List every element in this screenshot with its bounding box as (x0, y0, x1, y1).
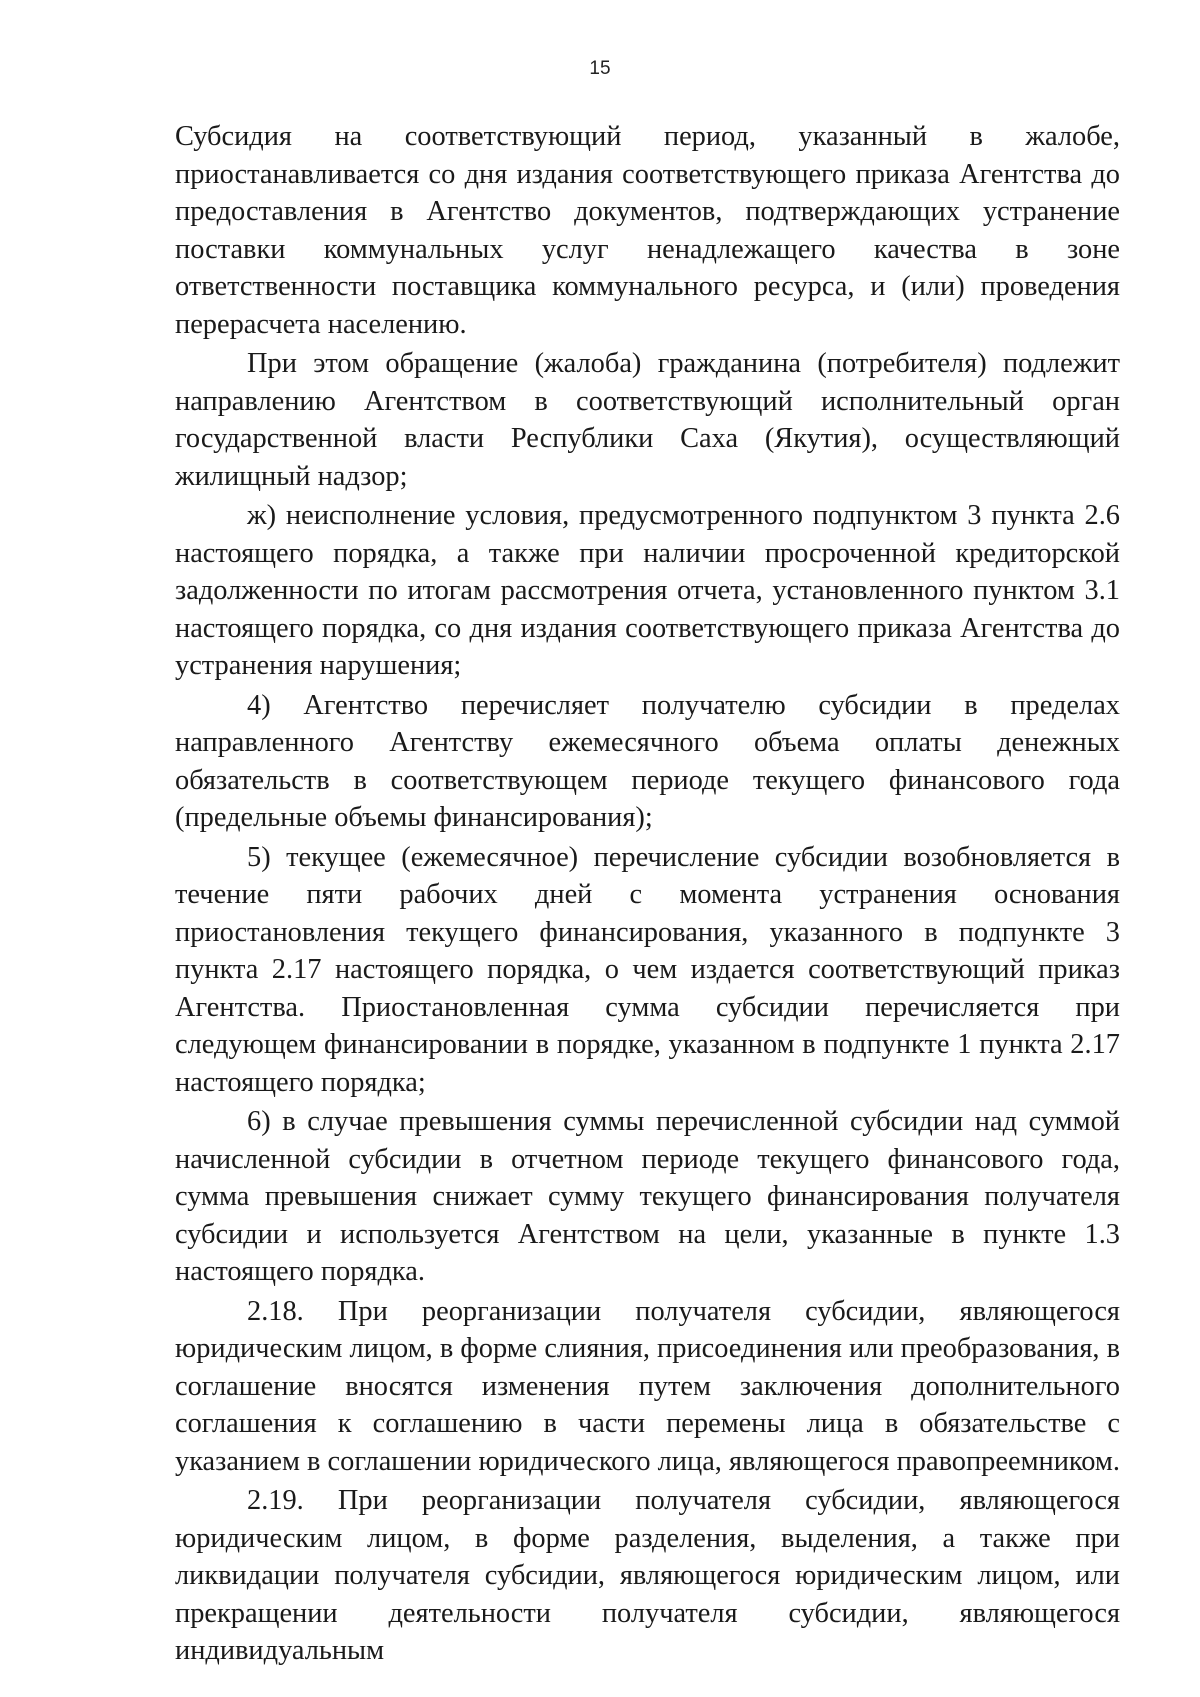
document-body (175, 118, 1120, 1672)
paragraph-item-zh: ж) неисполнение условия, предусмотренного подпунктом 3 пункта 2.6 настоящего порядка, а также при наличии просроченной кредиторской задолженности по итогам рассмотрения отчета, установленного пунктом 3.1 настоящего порядка, со дня издания соответствующего приказа Агентства до устранения нарушения; (175, 500, 1120, 681)
paragraph-section-2-19: 2.19. При реорганизации получателя субсидии, являющегося юридическим лицом, в форме разделения, выделения, а также при ликвидации получателя субсидии, являющегося юридическим лицом, или прекращении деятельности получателя субсидии, являющегося индивидуальным (175, 1485, 1120, 1666)
paragraph-item-4: 4) Агентство перечисляет получателю субсидии в пределах направленного Агентству ежемесячного объема оплаты денежных обязательств в соответствующем периоде текущего финансового года (предельные объемы финансирования); (175, 689, 1120, 833)
paragraph-section-2-18: 2.18. При реорганизации получателя субсидии, являющегося юридическим лицом, в форме слияния, присоединения или преобразования, в соглашение вносятся изменения путем заключения дополнительного соглашения к соглашению в части перемены лица в обязательстве с указанием в соглашении юридического лица, являющегося правопреемником. (175, 1295, 1120, 1477)
paragraph-subsidy-suspension: Субсидия на соответствующий период, указанный в жалобе, приостанавливается со дня издания соответствующего приказа Агентства до предоставления в Агентство документов, подтверждающих устранение поставки коммунальных услуг ненадлежащего качества в зоне ответственности поставщика коммунального ресурса, и (или) проведения перерасчета населению. (175, 121, 1120, 340)
page-number: 15 (589, 58, 611, 79)
paragraph-item-5: 5) текущее (ежемесячное) перечисление субсидии возобновляется в течение пяти рабочих дней с момента устранения основания приостановления текущего финансирования, указанного в подпункте 3 пункта 2.17 настоящего порядка, о чем издается соответствующий приказ Агентства. Приостановленная сумма субсидии перечисляется при следующем финансировании в порядке, указанном в подпункте 1 пункта 2.17 настоящего порядка; (175, 841, 1120, 1098)
paragraph-complaint-referral: При этом обращение (жалоба) гражданина (потребителя) подлежит направлению Агентством в соответствующий исполнительный орган государственной власти Республики Саха (Якутия), осуществляющий жилищный надзор; (175, 348, 1120, 492)
paragraph-item-6: 6) в случае превышения суммы перечисленной субсидии над суммой начисленной субсидии в отчетном периоде текущего финансового года, сумма превышения снижает сумму текущего финансирования получателя субсидии и используется Агентством на цели, указанные в пункте 1.3 настоящего порядка. (175, 1106, 1120, 1287)
